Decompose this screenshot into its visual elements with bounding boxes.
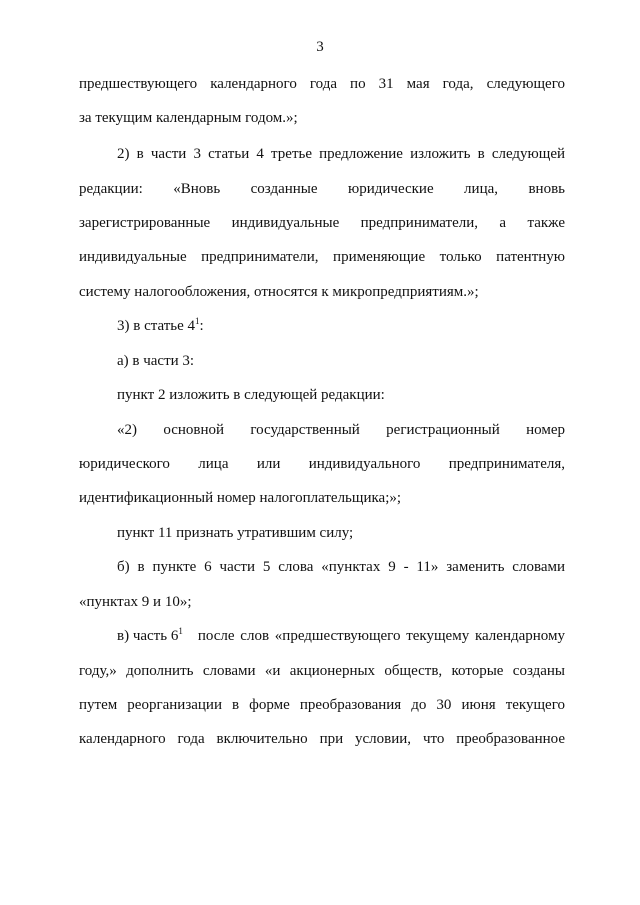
text-line: б) в пункте 6 части 5 слова «пунктах 9 - 11» заменить словами [117,559,565,575]
text-line [117,627,565,645]
text-line: 2) в части 3 статьи 4 третье предложение изложить в следующей [117,146,565,162]
text-line: пункт 11 признать утратившим силу; [117,525,354,541]
text-line: «пунктах 9 и 10»; [79,594,192,610]
text-line: «2) основной государственный регистрационный номер [117,422,565,438]
text-fragment: в) часть $6^1$ [117,626,183,644]
text-line: году,» дополнить словами «и акционерных обществ, которые созданы [79,663,565,679]
superscript: 1 [195,316,200,326]
text-line: идентификационный номер налогоплательщика;»; [79,490,402,506]
text-line: предшествующего календарного года по 31 мая года, следующего [79,76,565,92]
superscript: 1 [178,626,183,636]
text-fragment: после слов «предшествующего текущему календарному [192,628,565,644]
text-line: а) в части 3: [117,353,195,369]
text-line: календарного года включительно при условии, что преобразованное [79,731,565,747]
text-line: редакции: «Вновь созданные юридические лица, вновь [79,181,565,197]
text-line [117,317,565,335]
text-fragment: : [199,318,204,334]
text-line: за текущим календарным годом.»; [79,110,298,126]
text-line: пункт 2 изложить в следующей редакции: [117,387,385,403]
text-fragment: 3) в статье 4 [117,318,196,334]
text-line: систему налогообложения, относятся к микропредприятиям.»; [79,284,479,300]
text-line: индивидуальные предприниматели, применяющие только патентную [79,249,565,265]
text-line: путем реорганизации в форме преобразования до 30 июня текущего [79,697,565,713]
page-number: 3 [316,39,324,55]
text-line: зарегистрированные индивидуальные предприниматели, а также [79,215,565,231]
text-line: юридического лица или индивидуального предпринимателя, [79,456,565,472]
